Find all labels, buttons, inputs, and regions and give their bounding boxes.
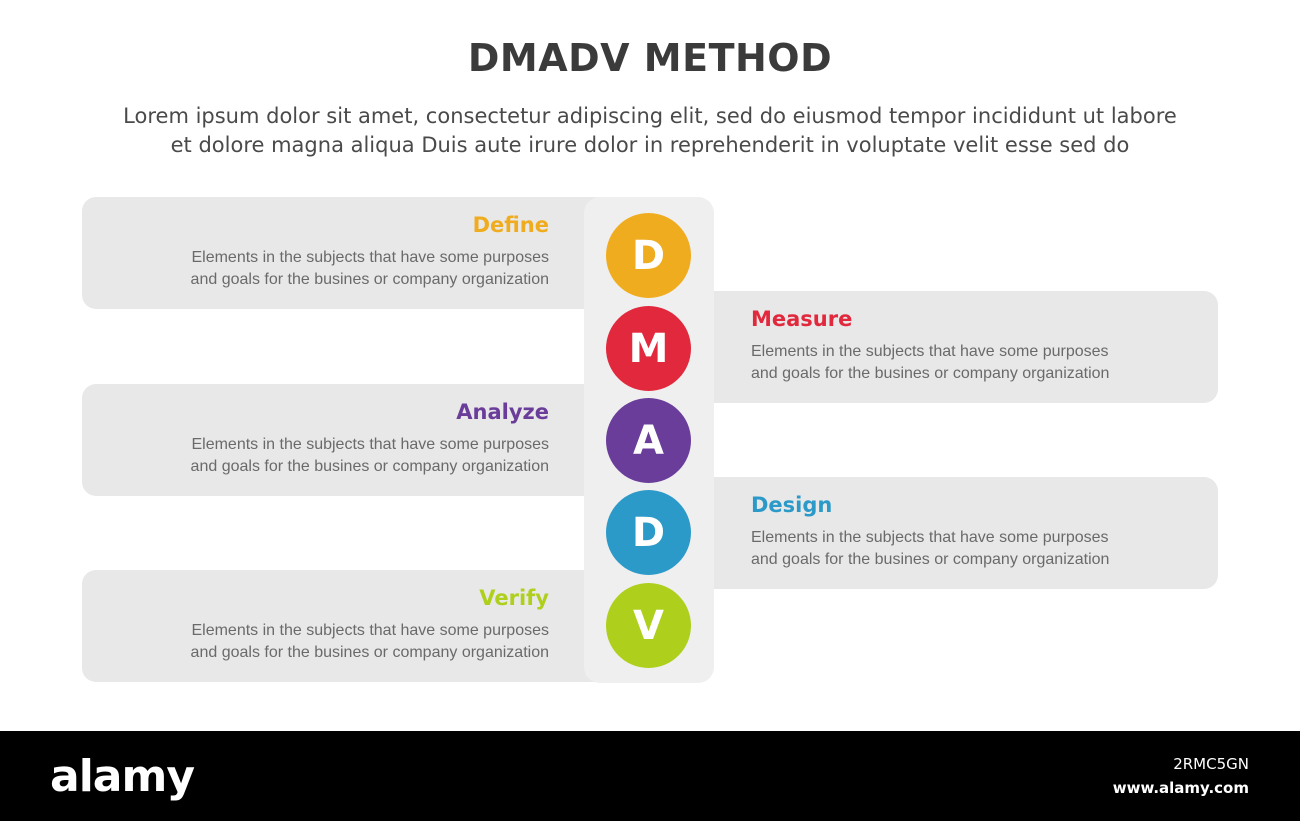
step-description-line-2: and goals for the busines or company organization xyxy=(190,271,549,288)
step-description-line-1: Elements in the subjects that have some purposes xyxy=(191,249,549,266)
step-card-design xyxy=(660,477,1218,589)
step-description-design xyxy=(751,527,1191,571)
step-description-line-1: Elements in the subjects that have some purposes xyxy=(751,529,1109,546)
letter-circle-a-analyze: A xyxy=(606,398,691,483)
page-title: DMADV METHOD xyxy=(467,36,833,80)
subtitle-line-1: Lorem ipsum dolor sit amet, consectetur adipiscing elit, sed do eiusmod tempor incididunt ut labore xyxy=(123,104,1177,128)
letter-circle-m-measure: M xyxy=(606,306,691,391)
step-heading-measure: Measure xyxy=(751,307,853,331)
footer-image-id: 2RMC5GN xyxy=(1173,755,1249,773)
step-card-measure xyxy=(660,291,1218,403)
step-card-define xyxy=(82,197,642,309)
step-description-line-2: and goals for the busines or company organization xyxy=(190,644,549,661)
step-description-line-2: and goals for the busines or company organization xyxy=(751,551,1110,568)
step-heading-define: Define xyxy=(472,213,549,237)
step-description-line-1: Elements in the subjects that have some purposes xyxy=(191,436,549,453)
step-heading-analyze: Analyze xyxy=(456,400,549,424)
step-description-define xyxy=(129,247,549,291)
footer-logo: alamy xyxy=(50,751,194,802)
step-description-line-1: Elements in the subjects that have some purposes xyxy=(191,622,549,639)
step-description-line-2: and goals for the busines or company organization xyxy=(751,365,1110,382)
step-description-line-1: Elements in the subjects that have some purposes xyxy=(751,343,1109,360)
footer-url: www.alamy.com xyxy=(1112,779,1249,797)
letter-circle-v-verify: V xyxy=(606,583,691,668)
step-description-measure xyxy=(751,341,1191,385)
footer-bar xyxy=(0,731,1300,821)
subtitle-line-2: et dolore magna aliqua Duis aute irure dolor in reprehenderit in voluptate velit esse sed do xyxy=(170,133,1130,157)
step-description-line-2: and goals for the busines or company organization xyxy=(190,458,549,475)
step-heading-verify: Verify xyxy=(479,586,549,610)
step-description-analyze xyxy=(129,434,549,478)
step-card-verify xyxy=(82,570,642,682)
step-heading-design: Design xyxy=(751,493,833,517)
letter-circle-d-define: D xyxy=(606,213,691,298)
step-card-analyze xyxy=(82,384,642,496)
step-description-verify xyxy=(129,620,549,664)
letter-circle-d-design: D xyxy=(606,490,691,575)
page-subtitle xyxy=(50,102,1250,160)
